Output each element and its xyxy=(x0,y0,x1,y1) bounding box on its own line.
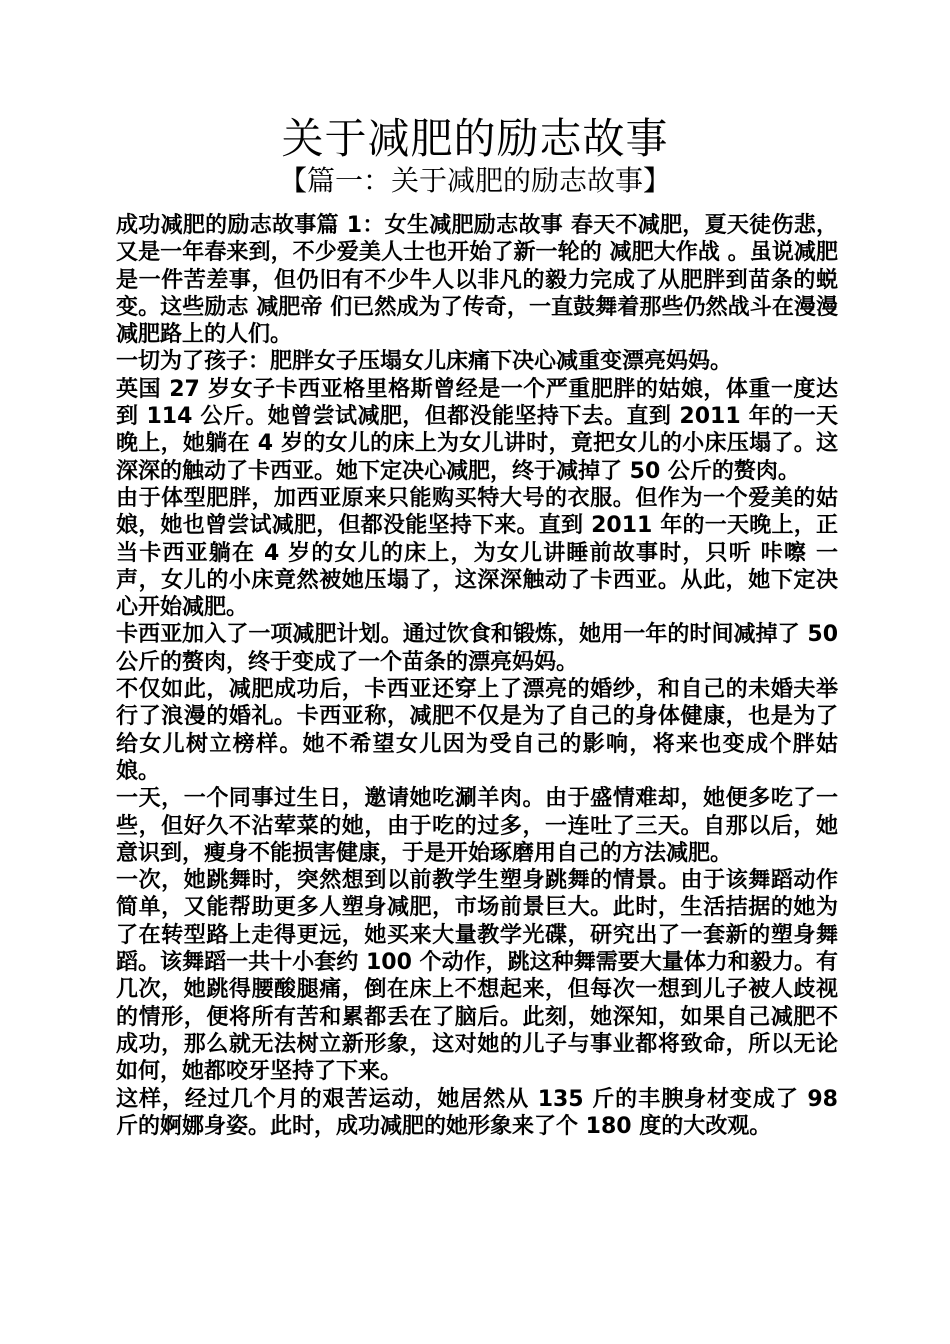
document-body xyxy=(116,212,838,1140)
paragraph: 卡西亚加入了一项减肥计划。通过饮食和锻炼，她用一年的时间减掉了 50 公斤的赘肉，终于变成了一个苗条的漂亮妈妈。 xyxy=(116,622,838,675)
paragraph: 成功减肥的励志故事篇 1：女生减肥励志故事 春天不减肥，夏天徒伤悲，又是一年春来到，不少爱美人士也开始了新一轮的 减肥大作战 。虽说减肥是一件苦差事，但仍旧有不少牛人以非凡的毅力完成了从肥胖到苗条的蜕变。这些励志 减肥帝 们已然成为了传奇，一直鼓舞着那些仍然战斗在漫漫减肥路上的人们。 xyxy=(116,213,838,348)
document-title: 关于减肥的励志故事 xyxy=(281,114,669,163)
paragraph: 这样，经过几个月的艰苦运动，她居然从 135 斤的丰腴身材变成了 98 斤的婀娜身姿。此时，成功减肥的她形象来了个 180 度的大改观。 xyxy=(116,1086,838,1139)
paragraph: 一天，一个同事过生日，邀请她吃涮羊肉。由于盛情难却，她便多吃了一些，但好久不沾荤菜的她，由于吃的过多，一连吐了三天。自那以后，她意识到，瘦身不能损害健康，于是开始琢磨用自己的方法减肥。 xyxy=(116,786,838,866)
paragraph: 由于体型肥胖，加西亚原来只能购买特大号的衣服。但作为一个爱美的姑娘，她也曾尝试减肥，但都没能坚持下来。直到 2011 年的一天晚上，正当卡西亚躺在 4 岁的女儿的床上，为女儿讲睡前故事时，只听 咔嚓 一声，女儿的小床竟然被她压塌了，这深深触动了卡西亚。从此，她下定决心开始减肥。 xyxy=(116,485,838,621)
paragraph: 一次，她跳舞时，突然想到以前教学生塑身跳舞的情景。由于该舞蹈动作简单，又能帮助更多人塑身减肥，市场前景巨大。此时，生活拮据的她为了在转型路上走得更远，她买来大量教学光碟，研究出了一套新的塑身舞蹈。该舞蹈一共十小套约 100 个动作，跳这种舞需要大量体力和毅力。有几次，她跳得腰酸腿痛，倒在床上不想起来，但每次一想到儿子被人歧视的情形，便将所有苦和累都丢在了脑后。此刻，她深知，如果自己减肥不成功，那么就无法树立新形象，这对她的儿子与事业都将致命，所以无论如何，她都咬牙坚持了下来。 xyxy=(116,868,838,1085)
paragraph: 一切为了孩子：肥胖女子压塌女儿床痛下决心减重变漂亮妈妈。 xyxy=(116,349,733,375)
paragraph: 英国 27 岁女子卡西亚格里格斯曾经是一个严重肥胖的姑娘，体重一度达到 114 公斤。她曾尝试减肥，但都没能坚持下去。直到 2011 年的一天晚上，她躺在 4 岁的女儿的床上为女儿讲时，竟把女儿的小床压塌了。这深深的触动了卡西亚。她下定决心减肥，终于减掉了 50 公斤的赘肉。 xyxy=(116,376,838,484)
document-subtitle: 【篇一：关于减肥的励志故事】 xyxy=(278,164,671,197)
paragraph: 不仅如此，减肥成功后，卡西亚还穿上了漂亮的婚纱，和自己的未婚夫举行了浪漫的婚礼。卡西亚称，减肥不仅是为了自己的身体健康，也是为了给女儿树立榜样。她不希望女儿因为受自己的影响，将来也变成个胖姑娘。 xyxy=(116,677,838,784)
